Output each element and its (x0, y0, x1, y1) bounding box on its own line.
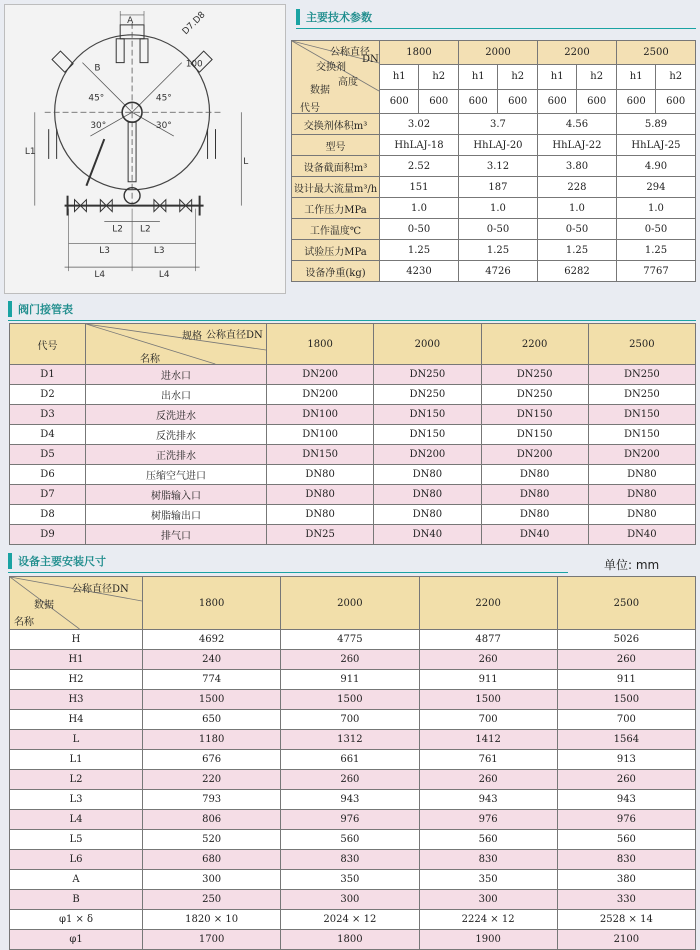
section-marker (296, 9, 300, 25)
install-row (10, 770, 696, 790)
valve-dn-2000: 2000 (374, 324, 481, 365)
spec-value: 1.25 (616, 240, 695, 261)
corner-dn: 公称直径 (330, 47, 370, 58)
install-row (10, 650, 696, 670)
valve-row (10, 525, 696, 545)
spec-value: 1.0 (458, 198, 537, 219)
install-value: 4692 (143, 630, 281, 650)
spec-value: HhLAJ-18 (380, 135, 459, 156)
install-row (10, 850, 696, 870)
install-value: 260 (557, 650, 695, 670)
h-value: 600 (380, 89, 419, 113)
spec-row-label: 设备净重(kg) (292, 261, 380, 282)
corner-dn-unit: DN (362, 54, 379, 65)
valve-size: DN40 (588, 525, 695, 545)
valve-size: DN250 (481, 385, 588, 405)
spec-table (291, 40, 696, 282)
install-value: 300 (281, 890, 419, 910)
install-corner-data: 数据 (34, 600, 54, 611)
equipment-drawing (4, 4, 286, 294)
h-label: h2 (419, 65, 459, 89)
install-value: 260 (419, 650, 557, 670)
install-dim-name: φ1 (10, 930, 143, 950)
install-value: 560 (557, 830, 695, 850)
install-value: 1800 (281, 930, 419, 950)
dim-l4-left-label: L4 (94, 270, 106, 281)
valve-size: DN150 (374, 405, 481, 425)
install-value: 260 (419, 770, 557, 790)
install-value: 1500 (419, 690, 557, 710)
spec-value: HhLAJ-20 (458, 135, 537, 156)
valve-size: DN250 (481, 365, 588, 385)
valve-corner-name: 名称 (140, 354, 160, 365)
spec-row-label: 设计最大流量m³/h (292, 177, 380, 198)
spec-value: 2.52 (380, 156, 459, 177)
install-value: 260 (281, 770, 419, 790)
h-value: 600 (616, 89, 655, 113)
dim-a-label: A (127, 15, 134, 26)
install-value: 680 (143, 850, 281, 870)
install-value: 700 (557, 710, 695, 730)
install-value: 560 (419, 830, 557, 850)
valve-size: DN80 (588, 465, 695, 485)
spec-row (292, 261, 696, 282)
valve-code: D5 (10, 445, 86, 465)
valve-size: DN200 (481, 445, 588, 465)
install-dim-name: B (10, 890, 143, 910)
valve-size: DN100 (267, 425, 374, 445)
section-marker (8, 553, 12, 569)
valve-code: D7 (10, 485, 86, 505)
install-value: 2224 × 12 (419, 910, 557, 930)
install-table (9, 576, 696, 950)
valve-name: 反洗进水 (86, 405, 267, 425)
valve-row (10, 385, 696, 405)
valve-dn-1800: 1800 (267, 324, 374, 365)
valve-name: 正洗排水 (86, 445, 267, 465)
install-value: 2528 × 14 (557, 910, 695, 930)
spec-value: 1.25 (458, 240, 537, 261)
spec-dn-2200: 2200 (537, 41, 616, 65)
install-value: 380 (557, 870, 695, 890)
section-underline (8, 320, 696, 321)
valve-dn-2500: 2500 (588, 324, 695, 365)
valve-size: DN250 (588, 385, 695, 405)
install-row (10, 810, 696, 830)
h-value: 600 (537, 89, 576, 113)
install-value: 220 (143, 770, 281, 790)
valve-row (10, 465, 696, 485)
install-value: 911 (281, 670, 419, 690)
corner-height: 高度 (338, 77, 358, 88)
install-value: 806 (143, 810, 281, 830)
section-title: 设备主要安装尺寸 (18, 555, 106, 568)
spec-value: 3.80 (537, 156, 616, 177)
valve-size: DN150 (267, 445, 374, 465)
install-corner-cell (10, 577, 143, 630)
install-value: 1180 (143, 730, 281, 750)
valve-name: 树脂输入口 (86, 485, 267, 505)
spec-row (292, 198, 696, 219)
spec-value: 6282 (537, 261, 616, 282)
install-value: 700 (419, 710, 557, 730)
valve-row (10, 425, 696, 445)
install-row (10, 690, 696, 710)
valve-size: DN80 (481, 465, 588, 485)
valve-size: DN80 (267, 485, 374, 505)
spec-row (292, 135, 696, 156)
install-row (10, 910, 696, 930)
install-value: 943 (281, 790, 419, 810)
install-value: 830 (281, 850, 419, 870)
install-value: 943 (419, 790, 557, 810)
install-rows (10, 630, 696, 950)
spec-value: 0-50 (537, 219, 616, 240)
spec-corner-cell (292, 41, 380, 114)
spec-value: 0-50 (380, 219, 459, 240)
valve-size: DN80 (481, 505, 588, 525)
spec-value: 4726 (458, 261, 537, 282)
valve-size: DN200 (267, 365, 374, 385)
spec-value: 0-50 (458, 219, 537, 240)
spec-row-label: 工作温度℃ (292, 219, 380, 240)
spec-row (292, 156, 696, 177)
spec-row (292, 114, 696, 135)
valve-name: 反洗排水 (86, 425, 267, 445)
valve-size: DN250 (374, 365, 481, 385)
install-value: 4775 (281, 630, 419, 650)
install-value: 1500 (281, 690, 419, 710)
spec-value: 1.0 (616, 198, 695, 219)
install-value: 2024 × 12 (281, 910, 419, 930)
h-value: 600 (656, 89, 696, 113)
valve-size: DN100 (267, 405, 374, 425)
install-dim-name: L (10, 730, 143, 750)
install-row (10, 730, 696, 750)
install-row (10, 830, 696, 850)
install-dim-name: L5 (10, 830, 143, 850)
install-row (10, 790, 696, 810)
spec-value: HhLAJ-22 (537, 135, 616, 156)
spec-value: 3.7 (458, 114, 537, 135)
unit-label: 单位: mm (604, 558, 660, 572)
install-value: 300 (419, 890, 557, 910)
install-value: 774 (143, 670, 281, 690)
install-value: 1700 (143, 930, 281, 950)
spec-value: 228 (537, 177, 616, 198)
install-dn-2200: 2200 (419, 577, 557, 630)
install-value: 793 (143, 790, 281, 810)
install-row (10, 870, 696, 890)
h-value: 600 (498, 89, 538, 113)
valve-code: D3 (10, 405, 86, 425)
valve-row (10, 365, 696, 385)
h-label: h2 (498, 65, 538, 89)
install-value: 300 (143, 870, 281, 890)
install-value: 4877 (419, 630, 557, 650)
spec-row-label: 型号 (292, 135, 380, 156)
h-value: 600 (577, 89, 617, 113)
install-value: 976 (419, 810, 557, 830)
h-label: h1 (616, 65, 655, 89)
install-value: 976 (557, 810, 695, 830)
spec-value: 1.25 (537, 240, 616, 261)
valve-corner-dn: 公称直径DN (206, 330, 263, 341)
valve-size: DN80 (374, 485, 481, 505)
install-value: 1500 (557, 690, 695, 710)
angle-30-right-label: 30° (155, 121, 172, 132)
install-value: 1900 (419, 930, 557, 950)
install-value: 240 (143, 650, 281, 670)
corner-code: 代号 (300, 103, 320, 114)
angle-45-left-label: 45° (88, 93, 105, 104)
dim-b-label: B (94, 63, 101, 74)
valve-dn-2200: 2200 (481, 324, 588, 365)
valve-size: DN80 (374, 465, 481, 485)
spec-value: 5.89 (616, 114, 695, 135)
spec-row (292, 219, 696, 240)
spec-value: 1.25 (380, 240, 459, 261)
dim-l4-right-label: L4 (158, 270, 170, 281)
angle-45-right-label: 45° (155, 93, 172, 104)
install-value: 350 (281, 870, 419, 890)
h-label: h2 (577, 65, 617, 89)
install-value: 350 (419, 870, 557, 890)
valve-size: DN80 (588, 485, 695, 505)
install-value: 5026 (557, 630, 695, 650)
install-value: 911 (557, 670, 695, 690)
valve-code: D9 (10, 525, 86, 545)
install-value: 830 (419, 850, 557, 870)
spec-value: 0-50 (616, 219, 695, 240)
install-row (10, 630, 696, 650)
install-row (10, 710, 696, 730)
valve-code: D4 (10, 425, 86, 445)
install-value: 1564 (557, 730, 695, 750)
install-value: 830 (557, 850, 695, 870)
install-value: 700 (281, 710, 419, 730)
valve-row (10, 485, 696, 505)
install-dim-name: H2 (10, 670, 143, 690)
install-dim-name: H4 (10, 710, 143, 730)
section-valve-heading (8, 300, 73, 318)
install-dim-name: φ1 × δ (10, 910, 143, 930)
spec-row-label: 工作压力MPa (292, 198, 380, 219)
spec-value: 4.90 (616, 156, 695, 177)
install-value: 520 (143, 830, 281, 850)
h-value: 600 (458, 89, 497, 113)
install-dim-name: H1 (10, 650, 143, 670)
spec-value: 3.02 (380, 114, 459, 135)
spec-value: 3.12 (458, 156, 537, 177)
spec-row-label: 交换剂体积m³ (292, 114, 380, 135)
spec-value: 151 (380, 177, 459, 198)
valve-size: DN200 (267, 385, 374, 405)
valve-size: DN150 (481, 405, 588, 425)
dim-l-label: L (243, 156, 249, 167)
h-value: 600 (419, 89, 459, 113)
install-corner-dn: 公称直径DN (72, 584, 129, 595)
h-label: h1 (537, 65, 576, 89)
section-title: 阀门接管表 (18, 303, 73, 316)
top-view-diagram (5, 5, 285, 293)
valve-size: DN200 (588, 445, 695, 465)
spec-value: 1.0 (380, 198, 459, 219)
valve-size: DN250 (374, 385, 481, 405)
spec-value: 187 (458, 177, 537, 198)
valve-code: D2 (10, 385, 86, 405)
angle-30-left-label: 30° (90, 121, 107, 132)
valve-size: DN150 (374, 425, 481, 445)
valve-size: DN40 (374, 525, 481, 545)
valve-size: DN25 (267, 525, 374, 545)
dim-l1-label: L1 (24, 146, 36, 157)
install-value: 2100 (557, 930, 695, 950)
install-value: 1312 (281, 730, 419, 750)
install-dim-name: L6 (10, 850, 143, 870)
valve-name: 压缩空气进口 (86, 465, 267, 485)
install-value: 661 (281, 750, 419, 770)
valve-corner-spec: 规格 (182, 331, 202, 342)
dim-l2-right-label: L2 (140, 224, 151, 235)
angle-100-label: 100 (185, 59, 203, 70)
valve-size: DN80 (374, 505, 481, 525)
valve-row (10, 505, 696, 525)
valve-code: D8 (10, 505, 86, 525)
valve-rows (10, 365, 696, 545)
spec-dn-2000: 2000 (458, 41, 537, 65)
h-label: h1 (380, 65, 419, 89)
spec-dn-1800: 1800 (380, 41, 459, 65)
install-dim-name: L1 (10, 750, 143, 770)
install-value: 330 (557, 890, 695, 910)
valve-size: DN150 (481, 425, 588, 445)
valve-size: DN150 (588, 425, 695, 445)
valve-size: DN150 (588, 405, 695, 425)
section-spec-heading (296, 8, 372, 26)
spec-value: 4.56 (537, 114, 616, 135)
dim-l2-left-label: L2 (112, 224, 123, 235)
install-dn-1800: 1800 (143, 577, 281, 630)
corner-data: 数据 (310, 85, 330, 96)
install-row (10, 670, 696, 690)
valve-size: DN80 (267, 505, 374, 525)
valve-code-header: 代号 (10, 324, 86, 365)
install-value: 913 (557, 750, 695, 770)
install-dim-name: L2 (10, 770, 143, 790)
install-value: 260 (281, 650, 419, 670)
spec-rows (292, 114, 696, 282)
spec-row-label: 设备截面积m³ (292, 156, 380, 177)
section-title: 主要技术参数 (306, 11, 372, 24)
valve-size: DN80 (588, 505, 695, 525)
section-marker (8, 301, 12, 317)
install-row (10, 750, 696, 770)
valve-table (9, 323, 696, 545)
valve-size: DN80 (267, 465, 374, 485)
h-label: h1 (458, 65, 497, 89)
install-value: 1820 × 10 (143, 910, 281, 930)
install-value: 911 (419, 670, 557, 690)
install-dim-name: L3 (10, 790, 143, 810)
h-label: h2 (656, 65, 696, 89)
dim-l3-left-label: L3 (99, 246, 110, 257)
spec-value: 7767 (616, 261, 695, 282)
install-row (10, 890, 696, 910)
section-underline (296, 28, 696, 29)
valve-size: DN40 (481, 525, 588, 545)
install-dim-name: L4 (10, 810, 143, 830)
install-dn-2500: 2500 (557, 577, 695, 630)
install-dim-name: H (10, 630, 143, 650)
install-value: 650 (143, 710, 281, 730)
dim-d7d8-label: D7.D8 (180, 10, 208, 37)
valve-row (10, 445, 696, 465)
valve-name: 排气口 (86, 525, 267, 545)
section-install-heading (8, 552, 106, 570)
valve-name: 出水口 (86, 385, 267, 405)
install-value: 943 (557, 790, 695, 810)
install-value: 1412 (419, 730, 557, 750)
valve-size: DN200 (374, 445, 481, 465)
valve-code: D1 (10, 365, 86, 385)
install-dim-name: A (10, 870, 143, 890)
valve-row (10, 405, 696, 425)
install-value: 250 (143, 890, 281, 910)
valve-corner-cell (86, 324, 267, 365)
spec-dn-2500: 2500 (616, 41, 695, 65)
spec-value: HhLAJ-25 (616, 135, 695, 156)
install-dn-2000: 2000 (281, 577, 419, 630)
valve-code: D6 (10, 465, 86, 485)
section-underline (8, 572, 568, 573)
install-dim-name: H3 (10, 690, 143, 710)
spec-value: 294 (616, 177, 695, 198)
install-value: 976 (281, 810, 419, 830)
valve-size: DN80 (481, 485, 588, 505)
valve-name: 树脂输出口 (86, 505, 267, 525)
spec-value: 4230 (380, 261, 459, 282)
corner-resin: 交换剂 (316, 62, 346, 73)
dim-l3-right-label: L3 (153, 246, 165, 257)
valve-size: DN250 (588, 365, 695, 385)
valve-name: 进水口 (86, 365, 267, 385)
install-value: 260 (557, 770, 695, 790)
spec-row (292, 240, 696, 261)
spec-row-label: 试验压力MPa (292, 240, 380, 261)
spec-row (292, 177, 696, 198)
spec-value: 1.0 (537, 198, 616, 219)
install-corner-name: 名称 (14, 617, 34, 628)
install-value: 761 (419, 750, 557, 770)
install-value: 676 (143, 750, 281, 770)
install-value: 560 (281, 830, 419, 850)
install-value: 1500 (143, 690, 281, 710)
